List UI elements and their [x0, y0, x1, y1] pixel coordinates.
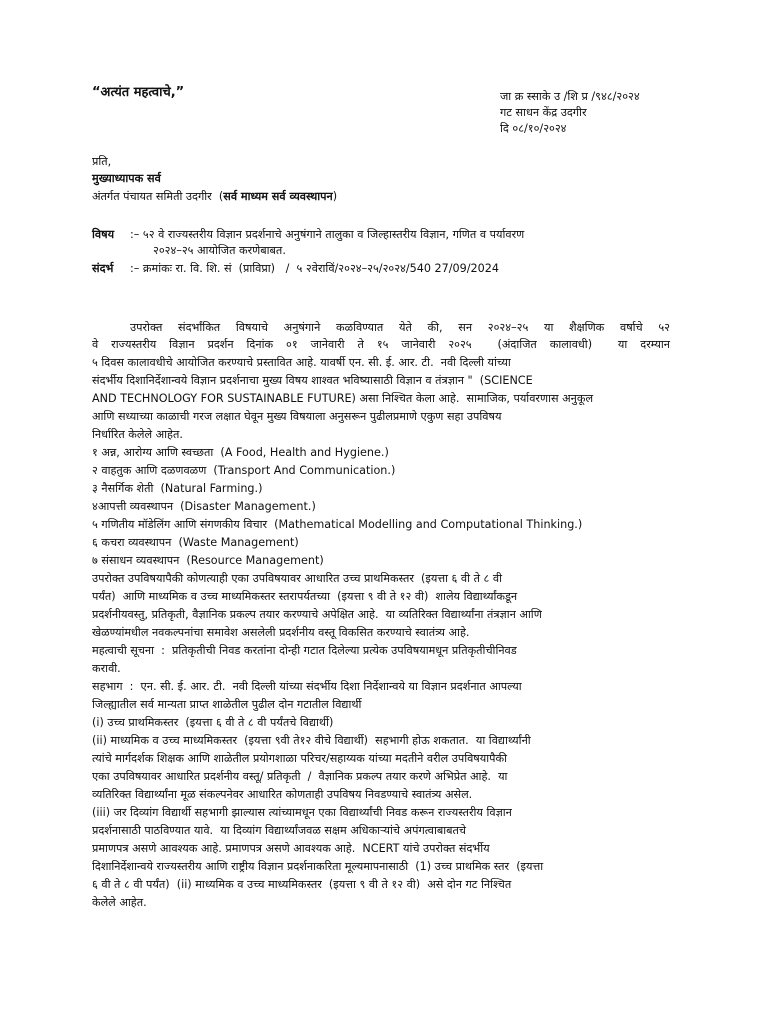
subtopic-item: ५ गणितीय मॉडेलिंग आणि संगणकीय विचार (Mathematical Modelling and Computational Thinking.): [92, 518, 583, 531]
body-line: उपरोक्त उपविषयापैकी कोणत्याही एका उपविषयावर आधारित उच्च प्राथमिकस्तर (इयत्ता ६ वी ते ८ वी: [92, 572, 503, 585]
subject-line-1: :– ५२ वे राज्यस्तरीय विज्ञान प्रदर्शनाचे अनुषंगाने तालुका व जिल्हास्तरीय विज्ञान, गणित व पर्यावरण: [130, 228, 525, 241]
body-line: व्यतिरिक्त विद्यार्थ्यांना मूळ संकल्पनेवर आधारित कोणताही उपविषय निवडण्याचे स्वातंत्र्य असेल.: [92, 788, 473, 801]
important-note: महत्वाची सूचना : प्रतिकृतीची निवड करतांना दोन्ही गटात दिलेल्या प्रत्येक उपविषयामधून प्रतिकृतीचीनिवड: [92, 644, 517, 657]
subtopic-item: ३ नैसर्गिक शेती (Natural Farming.): [92, 482, 263, 495]
body-line: सहभाग : एन. सी. ई. आर. टी. नवी दिल्ली यांच्या संदर्भीय दिशा निर्देशान्वये या विज्ञान प्रदर्शनात आपल्या: [92, 680, 522, 693]
body-line: जिल्ह्यातील सर्व मान्यता प्राप्त शाळेतील पुढील दोन गटातील विद्यार्थी: [92, 698, 362, 711]
body-line: प्रमाणपत्र असणे आवश्यक आहे. प्रमाणपत्र असणे आवश्यक आहे. NCERT यांचे उपरोक्त संदर्भीय: [92, 842, 490, 855]
body-line: AND TECHNOLOGY FOR SUSTAINABLE FUTURE) असा निश्चित केला आहे. सामाजिक, पर्यावरणास अनुकूल: [92, 392, 594, 405]
subject-label: विषय: [92, 228, 115, 241]
reference-number: जा क्र स्साके उ /शि प्र /९४८/२०२४: [500, 90, 640, 103]
important-note: करावी.: [92, 662, 121, 675]
subtopic-item: २ वाहतुक आणि दळणवळण (Transport And Communication.): [92, 464, 396, 477]
subtopic-item: ७ संसाधन व्यवस्थापन (Resource Management): [92, 554, 324, 567]
body-line: त्यांचे मार्गदर्शक शिक्षक आणि शाळेतील प्रयोगशाळा परिचर/सहाय्यक यांच्या मदतीने वरील उपविषयापैकी: [92, 752, 508, 765]
body-line: उपरोक्त संदर्भांकित विषयाचे अनुषंगाने कळविण्यात येते की, सन २०२४–२५ या शैक्षणिक वर्षाचे ५२: [130, 321, 670, 334]
body-line: प्रदर्शनासाठी पाठविण्यात यावे. या दिव्यांग विद्यार्थ्यांजवळ सक्षम अधिकाऱ्यांचे अपंगत्वाबाबतचे: [92, 824, 466, 837]
body-line: आणि सध्याच्या काळाची गरज लक्षात घेवून मुख्य विषयाला अनुसरून पुढीलप्रमाणे एकुण सहा उपविषय: [92, 410, 502, 423]
body-line: एका उपविषयावर आधारित प्रदर्शनीय वस्तू/ प्रतिकृती / वैज्ञानिक प्रकल्प तयार करणे अभिप्रेत आहे. या: [92, 770, 508, 783]
office-name: गट साधन केंद्र उदगीर: [500, 106, 587, 119]
subtopic-item: ४आपत्ती व्यवस्थापन (Disaster Management.): [92, 500, 316, 513]
body-line: (ii) माध्यमिक व उच्च माध्यमिकस्तर (इयत्ता ९वी ते१२ वीचे विद्यार्थी) सहभागी होऊ शकतात. या विद्यार्थ्यांनी: [92, 734, 531, 747]
reference-label: संदर्भ: [92, 262, 114, 275]
reference-text: :– क्रमांकः रा. वि. शि. सं (प्राविप्रा) / ५ २वेराविं/२०२४–२५/२०२४/540 27/09/2024: [130, 262, 500, 275]
body-line: ५ दिवस कालावधीचे आयोजित करण्याचे प्रस्तावित आहे. यावर्षी एन. सी. ई. आर. टी. नवी दिल्ली यांच्या: [92, 356, 511, 369]
body-line: निर्धारित केलेले आहेत.: [92, 428, 183, 441]
addressee-prati: प्रति,: [92, 155, 112, 168]
body-line: खेळण्यांमधील नवकल्पनांचा समावेश असलेली प्रदर्शनीय वस्तू विकसित करण्याचे स्वातंत्र्य आहे.: [92, 626, 470, 639]
body-line: संदर्भीय दिशानिर्देशान्वये विज्ञान प्रदर्शनाचा मुख्य विषय शाश्वत भविष्यासाठी विज्ञान व तंत्रज्ञान " (SCIENCE: [92, 374, 533, 387]
body-line: (i) उच्च प्राथमिकस्तर (इयत्ता ६ वी ते ८ वी पर्यंतचे विद्यार्थी): [92, 716, 334, 729]
subtopic-item: ६ कचरा व्यवस्थापन (Waste Management): [92, 536, 299, 549]
body-line: ६ वी ते ८ वी पर्यंत) (ii) माध्यमिक व उच्च माध्यमिकस्तर (इयत्ता ९ वी ते १२ वी) असे दोन गट निश्चित: [92, 878, 512, 891]
document-date: दि ०८/१०/२०२४: [500, 122, 567, 135]
body-line: (iii) जर दिव्यांग विद्यार्थी सहभागी झाल्यास त्यांच्यामधून एका विद्यार्थ्यांची निवड करून राज्यस्तरीय विज्ञान: [92, 806, 512, 819]
document-title: “अत्यंत महत्वाचे,”: [92, 85, 185, 100]
body-line: वे राज्यस्तरीय विज्ञान प्रदर्शन दिनांक ०१ जानेवारी ते १५ जानेवारी २०२५ (अंदाजित कालावधी) या दरम्यान: [92, 338, 670, 351]
body-line: केलेले आहेत.: [92, 896, 147, 909]
body-line: दिशानिर्देशान्वये राज्यस्तरीय आणि राष्ट्रीय विज्ञान प्रदर्शनाकरिता मूल्यमापनासाठी (1) उच्च प्राथमिक स्तर (इयत्ता: [92, 860, 544, 873]
body-line: प्रदर्शनीयवस्तु, प्रतिकृती, वैज्ञानिक प्रकल्प तयार करण्याचे अपेक्षित आहे. या व्यतिरिक्त विद्यार्थ्यांना तंत्रज्ञान आणि: [92, 608, 542, 621]
addressee-to: मुख्याध्यापक सर्व: [92, 172, 161, 185]
addressee-org: अंतर्गत पंचायत समिती उदगीर (सर्व माध्यम सर्व व्यवस्थापन): [92, 190, 338, 203]
subject-line-2: २०२४–२५ आयोजित करणेबाबत.: [153, 244, 286, 257]
body-line: पर्यंत) आणि माध्यमिक व उच्च माध्यमिकस्तर स्तरापर्यतच्या (इयत्ता ९ वी ते १२ वी) शालेय विद्यार्थ्यांकडून: [92, 590, 518, 603]
subtopic-item: १ अन्न, आरोग्य आणि स्वच्छता (A Food, Health and Hygiene.): [92, 446, 389, 459]
